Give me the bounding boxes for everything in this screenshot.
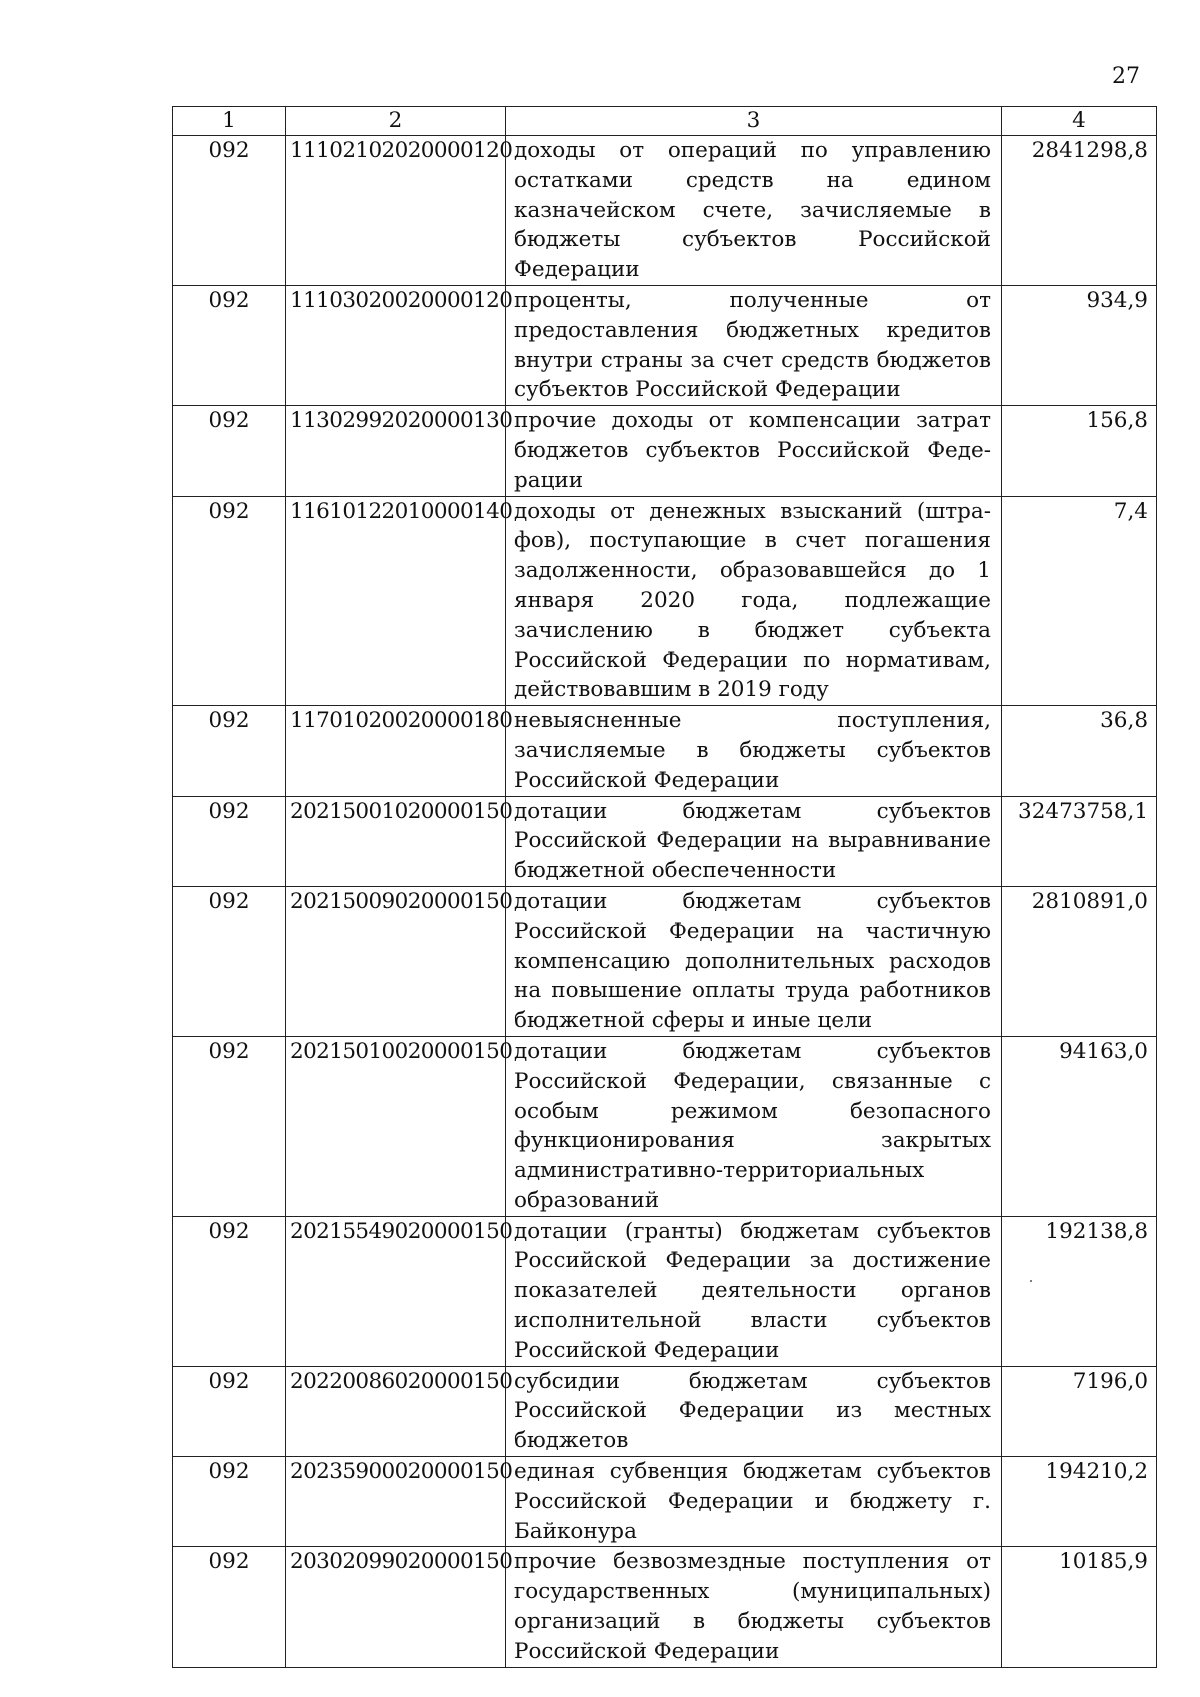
table-row [173, 136, 1157, 286]
amount-cell: 194210,2 [1002, 1457, 1157, 1547]
admin-code-cell: 092 [173, 796, 286, 886]
revenue-name-cell: дотации бюджетам субъектов Российской Федерации, связанные с особым режимом безопасного функционирования закрытых административно-территориальных образований [506, 1036, 1002, 1216]
admin-code-cell: 092 [173, 886, 286, 1036]
admin-code-cell: 092 [173, 136, 286, 286]
admin-code-cell: 092 [173, 406, 286, 496]
revenue-name-cell: прочие доходы от компенсации затрат бюджетов субъектов Российской Федерации [506, 406, 1002, 496]
revenue-name-cell: проценты, полученные от предоставления бюджетных кредитов внутри страны за счет средств бюджетов субъектов Российской Федерации [506, 285, 1002, 405]
admin-code-cell: 092 [173, 1457, 286, 1547]
table-row [173, 886, 1157, 1036]
table-row [173, 796, 1157, 886]
column-header-3: 3 [506, 107, 1002, 136]
table-body [173, 136, 1157, 1668]
amount-cell: 10185,9 [1002, 1547, 1157, 1667]
table-row [173, 1547, 1157, 1667]
page-number: 27 [1112, 64, 1140, 89]
revenue-table [172, 106, 1157, 1668]
revenue-name-cell: дотации (гранты) бюджетам субъектов Российской Федерации за достижение показателей деятельности органов исполнительной власти субъектов Российской Федерации [506, 1216, 1002, 1366]
scan-speck [1030, 1280, 1032, 1282]
budget-code-cell: 20215549020000150 [286, 1216, 506, 1366]
amount-cell: 94163,0 [1002, 1036, 1157, 1216]
admin-code-cell: 092 [173, 1216, 286, 1366]
table-row [173, 496, 1157, 706]
budget-code-cell: 20215010020000150 [286, 1036, 506, 1216]
budget-code-cell: 20235900020000150 [286, 1457, 506, 1547]
revenue-name-cell: доходы от операций по управлению остатками средств на едином казначейском счете, зачисляемые в бюджеты субъектов Российской Федерации [506, 136, 1002, 286]
column-header-2: 2 [286, 107, 506, 136]
amount-cell: 934,9 [1002, 285, 1157, 405]
budget-code-cell: 11701020020000180 [286, 706, 506, 796]
revenue-name-cell: субсидии бюджетам субъектов Российской Федерации из местных бюджетов [506, 1366, 1002, 1456]
budget-code-cell: 20215009020000150 [286, 886, 506, 1036]
column-header-1: 1 [173, 107, 286, 136]
amount-cell: 32473758,1 [1002, 796, 1157, 886]
admin-code-cell: 092 [173, 496, 286, 706]
budget-code-cell: 11103020020000120 [286, 285, 506, 405]
revenue-name-cell: невыясненные поступления, зачисляемые в бюджеты субъектов Российской Федерации [506, 706, 1002, 796]
table-header-row [173, 107, 1157, 136]
amount-cell: 2841298,8 [1002, 136, 1157, 286]
table-row [173, 706, 1157, 796]
amount-cell: 7196,0 [1002, 1366, 1157, 1456]
budget-code-cell: 20215001020000150 [286, 796, 506, 886]
revenue-name-cell: доходы от денежных взысканий (штрафов), поступающие в счет погашения задолженности, образовавшейся до 1 января 2020 года, подлежащие зачислению в бюджет субъекта Российской Федерации по нормативам, действовавшим в 2019 году [506, 496, 1002, 706]
table-row [173, 1216, 1157, 1366]
budget-code-cell: 20302099020000150 [286, 1547, 506, 1667]
column-header-4: 4 [1002, 107, 1157, 136]
amount-cell: 7,4 [1002, 496, 1157, 706]
amount-cell: 36,8 [1002, 706, 1157, 796]
table-row [173, 406, 1157, 496]
revenue-name-cell: прочие безвозмездные поступления от государственных (муниципальных) организаций в бюджеты субъектов Российской Федерации [506, 1547, 1002, 1667]
admin-code-cell: 092 [173, 1036, 286, 1216]
table-row [173, 1366, 1157, 1456]
admin-code-cell: 092 [173, 706, 286, 796]
amount-cell: 156,8 [1002, 406, 1157, 496]
admin-code-cell: 092 [173, 1366, 286, 1456]
table-row [173, 1036, 1157, 1216]
revenue-name-cell: дотации бюджетам субъектов Российской Федерации на частичную компенсацию дополнительных расходов на повышение оплаты труда работников бюджетной сферы и иные цели [506, 886, 1002, 1036]
budget-code-cell: 11102102020000120 [286, 136, 506, 286]
admin-code-cell: 092 [173, 1547, 286, 1667]
admin-code-cell: 092 [173, 285, 286, 405]
budget-code-cell: 11610122010000140 [286, 496, 506, 706]
budget-code-cell: 20220086020000150 [286, 1366, 506, 1456]
amount-cell: 2810891,0 [1002, 886, 1157, 1036]
amount-cell: 192138,8 [1002, 1216, 1157, 1366]
revenue-name-cell: дотации бюджетам субъектов Российской Федерации на выравнивание бюджетной обеспеченности [506, 796, 1002, 886]
budget-code-cell: 11302992020000130 [286, 406, 506, 496]
table-row [173, 285, 1157, 405]
revenue-name-cell: единая субвенция бюджетам субъектов Российской Федерации и бюджету г. Байконура [506, 1457, 1002, 1547]
table-row [173, 1457, 1157, 1547]
